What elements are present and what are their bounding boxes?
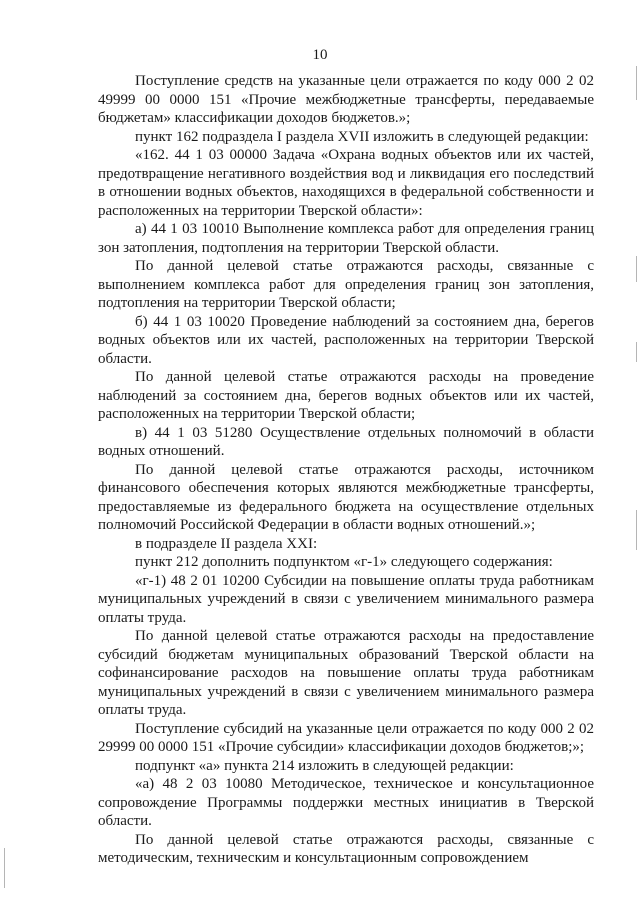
paragraph: «г-1) 48 2 01 10200 Субсидии на повышение оплаты труда работникам муниципальных учреждений в связи с увеличением минимального размера оплаты труда.	[98, 572, 594, 626]
paragraph: По данной целевой статье отражаются расходы, источником финансового обеспечения которых являются межбюджетные трансферты, предоставляемые из федерального бюджета на осуществление отдельных полномочий Российской Федерации в области водных отношений.»;	[98, 461, 594, 533]
paragraph: «а) 48 2 03 10080 Методическое, техническое и консультационное сопровождение Программы поддержки местных инициатив в Тверской области.	[98, 776, 594, 829]
paragraph: а) 44 1 03 10010 Выполнение комплекса работ для определения границ зон затопления, подтопления на территории Тверской области.	[98, 221, 594, 256]
paragraph: в) 44 1 03 51280 Осуществление отдельных полномочий в области водных отношений.	[98, 424, 594, 459]
scan-edge-mark	[636, 66, 637, 100]
paragraph: пункт 162 подраздела I раздела XVII изложить в следующей редакции:	[135, 128, 589, 145]
scan-edge-mark	[636, 510, 637, 550]
document-body	[98, 72, 594, 868]
paragraph: По данной целевой статье отражаются расходы на предоставление субсидий бюджетам муниципальных образований Тверской области на софинансирование расходов на повышение оплаты труда работникам муниципальных учреждений в связи с увеличением минимального размера оплаты труда.	[98, 628, 594, 718]
paragraph: По данной целевой статье отражаются расходы, связанные с методическим, техническим и консультационным сопровождением	[98, 831, 594, 866]
paragraph: Поступление средств на указанные цели отражается по коду 000 2 02 49999 00 0000 151 «Прочие межбюджетные трансферты, передаваемые бюджетам» классификации доходов бюджетов.»;	[98, 73, 594, 126]
paragraph: По данной целевой статье отражаются расходы, связанные с выполнением комплекса работ для определения границ зон затопления, подтопления на территории Тверской области;	[98, 258, 594, 311]
paragraph: По данной целевой статье отражаются расходы на проведение наблюдений за состоянием дна, берегов водных объектов или их частей, расположенных на территории Тверской области;	[98, 369, 594, 422]
page-number: 10	[312, 47, 328, 63]
scan-edge-mark	[636, 342, 637, 362]
scan-edge-mark	[4, 848, 5, 888]
paragraph: пункт 212 дополнить подпунктом «г-1» следующего содержания:	[135, 554, 553, 570]
paragraph: Поступление субсидий на указанные цели отражается по коду 000 2 02 29999 00 0000 151 «Прочие субсидии» классификации доходов бюджетов;»;	[98, 720, 594, 755]
paragraph: подпункт «а» пункта 214 изложить в следующей редакции:	[135, 757, 514, 774]
paragraph: «162. 44 1 03 00000 Задача «Охрана водных объектов или их частей, предотвращение негативного воздействия вод и ликвидация его последствий в отношении водных объектов, находящихся в федеральной собственности и расположенных на территории Тверской области»:	[98, 147, 594, 219]
scan-edge-mark	[636, 256, 637, 282]
paragraph: в подразделе II раздела XXI:	[135, 535, 318, 552]
paragraph: б) 44 1 03 10020 Проведение наблюдений за состоянием дна, берегов водных объектов или их частей, расположенных на территории Тверской области.	[98, 313, 594, 367]
